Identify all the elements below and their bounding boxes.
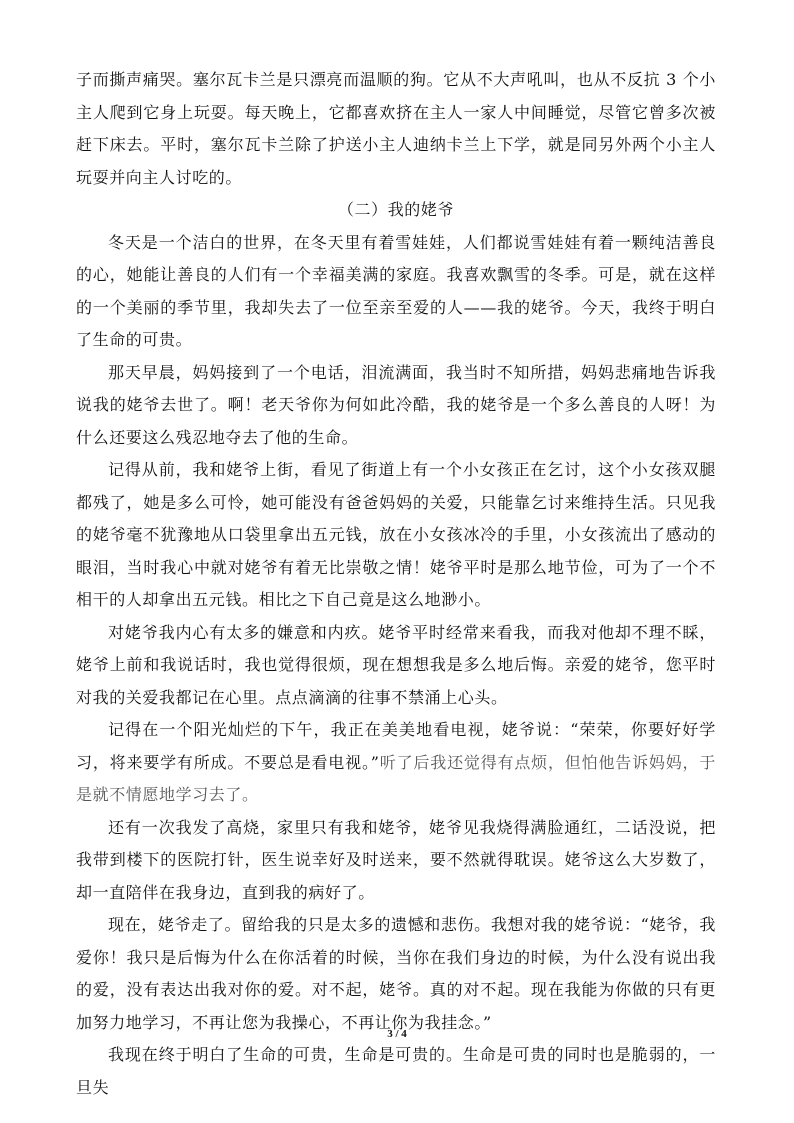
section-heading: （二）我的姥爷 [337,200,455,219]
page-number: 3 / 4 [387,1028,407,1040]
paragraph-fever: 还有一次我发了高烧，家里只有我和姥爷，姥爷见我烧得满脸通红，二话没说，把我带到楼下的医院打针，医生说幸好及时送来，要不然就得耽误。姥爷这么大岁数了，却一直陪伴在我身边，直到我的病好了。 [76,817,716,902]
paragraph-phone-call: 那天早晨，妈妈接到了一个电话，泪流满面，我当时不知所措，妈妈悲痛地告诉我说我的姥爷去世了。啊！老天爷你为何如此冷酷，我的姥爷是一个多么善良的人呀！为什么还要这么残忍地夺去了他的生命。 [76,362,716,447]
paragraph-tv-memory [76,714,716,812]
paragraph-street-memory: 记得从前，我和姥爷上街，看见了街道上有一个小女孩正在乞讨，这个小女孩双腿都残了，她是多么可怜，她可能没有爸爸妈妈的关爱，只能靠乞讨来维持生活。只见我的姥爷毫不犹豫地从口袋里拿出五元钱，放在小女孩冰冷的手里，小女孩流出了感动的眼泪，当时我心中就对姥爷有着无比崇敬之情！姥爷平时是那么地节俭，可为了一个不相干的人却拿出五元钱。相比之下自己竟是这么地渺小。 [76,460,716,609]
paragraph-tv-main-text: 记得在一个阳光灿烂的下午，我正在美美地看电视，姥爷说：“荣荣，你要好好学习，将来要学有所成。不要总是看电视。” [76,720,716,772]
paragraph-winter: 冬天是一个洁白的世界，在冬天里有着雪娃娃，人们都说雪娃娃有着一颗纯洁善良的心，她能让善良的人们有一个幸福美满的家庭。我喜欢飘雪的冬季。可是，就在这样的一个美丽的季节里，我却失去了一位至亲至爱的人——我的姥爷。今天，我终于明白了生命的可贵。 [76,232,716,349]
intro-paragraph: 子而撕声痛哭。塞尔瓦卡兰是只漂亮而温顺的狗。它从不大声吼叫，也从不反抗 3 个小主人爬到它身上玩耍。每天晚上，它都喜欢挤在主人一家人中间睡觉，尽管它曾多次被赶下床去。平时，塞尔瓦卡兰除了护送小主人迪纳卡兰上下学，就是同另外两个小主人玩耍并向主人讨吃的。 [76,70,716,187]
paragraph-regret: 对姥爷我内心有太多的嫌意和内疚。姥爷平时经常来看我，而我对他却不理不睬，姥爷上前和我说话时，我也觉得很烦，现在想想我是多么地后悔。亲爱的姥爷，您平时对我的关爱我都记在心里。点点滴滴的往事不禁涌上心头。 [76,622,716,707]
paragraph-life-value: 我现在终于明白了生命的可贵，生命是可贵的。生命是可贵的同时也是脆弱的，一旦失 [76,1045,716,1097]
document-body [76,64,716,1104]
paragraph-farewell: 现在，姥爷走了。留给我的只是太多的遗憾和悲伤。我想对我的姥爷说：“姥爷，我爱你！我只是后悔为什么在你活着的时候，当你在我们身边的时候，为什么没有说出我的爱，没有表达出我对你的爱。对不起，姥爷。真的对不起。现在我能为你做的只有更加努力地学习，不再让您为我操心，不再让你为我挂念。” [76,915,716,1032]
paragraph-tv-gray-text: 听了后我还觉得有点烦，但怕他告诉妈妈，于是就不情愿地学习去了。 [76,752,716,804]
